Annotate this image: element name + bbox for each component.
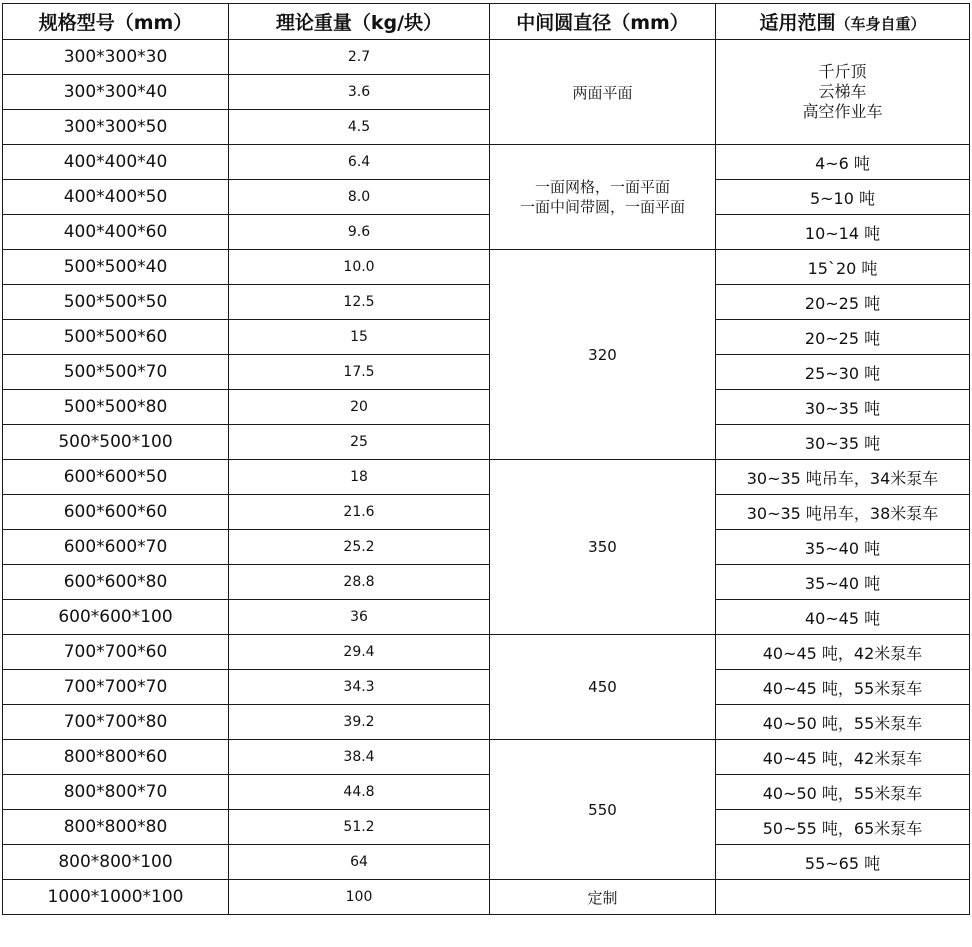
weight-cell: 20 bbox=[229, 390, 490, 425]
weight-cell: 3.6 bbox=[229, 75, 490, 110]
weight-cell: 4.5 bbox=[229, 110, 490, 145]
mid-diameter-cell: 一面网格，一面平面 一面中间带圆，一面平面 bbox=[490, 145, 716, 250]
weight-cell: 25 bbox=[229, 425, 490, 460]
model-cell: 500*500*80 bbox=[3, 390, 229, 425]
model-cell: 600*600*60 bbox=[3, 495, 229, 530]
application-cell: 20~25 吨 bbox=[716, 285, 970, 320]
table-row bbox=[3, 845, 970, 880]
weight-cell: 100 bbox=[229, 880, 490, 915]
weight-cell: 21.6 bbox=[229, 495, 490, 530]
application-cell: 40~45 吨 bbox=[716, 600, 970, 635]
weight-cell: 36 bbox=[229, 600, 490, 635]
application-cell: 5~10 吨 bbox=[716, 180, 970, 215]
application-cell: 千斤顶 云梯车 高空作业车 bbox=[716, 40, 970, 145]
weight-cell: 18 bbox=[229, 460, 490, 495]
application-cell: 10~14 吨 bbox=[716, 215, 970, 250]
application-cell: 30~35 吨吊车，38米泵车 bbox=[716, 495, 970, 530]
model-cell: 600*600*50 bbox=[3, 460, 229, 495]
model-cell: 600*600*70 bbox=[3, 530, 229, 565]
application-cell: 35~40 吨 bbox=[716, 530, 970, 565]
model-cell: 500*500*60 bbox=[3, 320, 229, 355]
weight-cell: 6.4 bbox=[229, 145, 490, 180]
table-row bbox=[3, 355, 970, 390]
model-cell: 700*700*60 bbox=[3, 635, 229, 670]
table-row bbox=[3, 600, 970, 635]
application-cell: 15`20 吨 bbox=[716, 250, 970, 285]
application-cell bbox=[716, 880, 970, 915]
table-row bbox=[3, 40, 970, 75]
weight-cell: 2.7 bbox=[229, 40, 490, 75]
table-row bbox=[3, 810, 970, 845]
application-cell: 40~45 吨，42米泵车 bbox=[716, 740, 970, 775]
model-cell: 400*400*40 bbox=[3, 145, 229, 180]
weight-cell: 9.6 bbox=[229, 215, 490, 250]
weight-cell: 38.4 bbox=[229, 740, 490, 775]
header-application bbox=[716, 4, 970, 40]
header-application-sub: （车身自重） bbox=[835, 15, 926, 33]
weight-cell: 15 bbox=[229, 320, 490, 355]
application-cell: 40~45 吨，42米泵车 bbox=[716, 635, 970, 670]
model-cell: 300*300*50 bbox=[3, 110, 229, 145]
table-row bbox=[3, 635, 970, 670]
mid-diameter-cell: 350 bbox=[490, 460, 716, 635]
application-cell: 40~50 吨，55米泵车 bbox=[716, 775, 970, 810]
model-cell: 600*600*100 bbox=[3, 600, 229, 635]
model-cell: 500*500*40 bbox=[3, 250, 229, 285]
model-cell: 400*400*60 bbox=[3, 215, 229, 250]
weight-cell: 10.0 bbox=[229, 250, 490, 285]
model-cell: 400*400*50 bbox=[3, 180, 229, 215]
table-row bbox=[3, 180, 970, 215]
application-cell: 55~65 吨 bbox=[716, 845, 970, 880]
mid-diameter-cell: 550 bbox=[490, 740, 716, 880]
mid-diameter-cell: 两面平面 bbox=[490, 40, 716, 145]
table-row bbox=[3, 215, 970, 250]
application-cell: 30~35 吨 bbox=[716, 425, 970, 460]
table-row bbox=[3, 250, 970, 285]
weight-cell: 28.8 bbox=[229, 565, 490, 600]
application-cell: 25~30 吨 bbox=[716, 355, 970, 390]
weight-cell: 34.3 bbox=[229, 670, 490, 705]
application-cell: 40~45 吨，55米泵车 bbox=[716, 670, 970, 705]
mid-diameter-cell: 320 bbox=[490, 250, 716, 460]
model-cell: 700*700*80 bbox=[3, 705, 229, 740]
application-cell: 40~50 吨，55米泵车 bbox=[716, 705, 970, 740]
table-row bbox=[3, 670, 970, 705]
application-cell: 35~40 吨 bbox=[716, 565, 970, 600]
model-cell: 500*500*70 bbox=[3, 355, 229, 390]
application-cell: 20~25 吨 bbox=[716, 320, 970, 355]
model-cell: 800*800*70 bbox=[3, 775, 229, 810]
weight-cell: 8.0 bbox=[229, 180, 490, 215]
mid-diameter-cell: 450 bbox=[490, 635, 716, 740]
application-cell: 50~55 吨，65米泵车 bbox=[716, 810, 970, 845]
table-row bbox=[3, 460, 970, 495]
weight-cell: 51.2 bbox=[229, 810, 490, 845]
table-row bbox=[3, 425, 970, 460]
application-cell: 4~6 吨 bbox=[716, 145, 970, 180]
model-cell: 500*500*100 bbox=[3, 425, 229, 460]
table-row bbox=[3, 740, 970, 775]
weight-cell: 64 bbox=[229, 845, 490, 880]
header-weight: 理论重量（kg/块） bbox=[229, 4, 490, 40]
application-cell: 30~35 吨吊车，34米泵车 bbox=[716, 460, 970, 495]
table-row bbox=[3, 495, 970, 530]
header-row bbox=[3, 4, 970, 40]
model-cell: 800*800*60 bbox=[3, 740, 229, 775]
table-row bbox=[3, 705, 970, 740]
model-cell: 300*300*40 bbox=[3, 75, 229, 110]
model-cell: 800*800*100 bbox=[3, 845, 229, 880]
table-row bbox=[3, 880, 970, 915]
table-row bbox=[3, 530, 970, 565]
table-row bbox=[3, 285, 970, 320]
table-row bbox=[3, 565, 970, 600]
model-cell: 300*300*30 bbox=[3, 40, 229, 75]
table-row bbox=[3, 390, 970, 425]
header-application-main: 适用范围 bbox=[759, 12, 836, 34]
header-model: 规格型号（mm） bbox=[3, 4, 229, 40]
model-cell: 1000*1000*100 bbox=[3, 880, 229, 915]
weight-cell: 17.5 bbox=[229, 355, 490, 390]
spec-table bbox=[2, 3, 970, 915]
weight-cell: 39.2 bbox=[229, 705, 490, 740]
weight-cell: 25.2 bbox=[229, 530, 490, 565]
model-cell: 600*600*80 bbox=[3, 565, 229, 600]
weight-cell: 44.8 bbox=[229, 775, 490, 810]
table-row bbox=[3, 145, 970, 180]
model-cell: 700*700*70 bbox=[3, 670, 229, 705]
table-row bbox=[3, 320, 970, 355]
mid-diameter-cell: 定制 bbox=[490, 880, 716, 915]
model-cell: 800*800*80 bbox=[3, 810, 229, 845]
header-mid-diameter: 中间圆直径（mm） bbox=[490, 4, 716, 40]
weight-cell: 12.5 bbox=[229, 285, 490, 320]
spec-body bbox=[3, 40, 970, 915]
table-row bbox=[3, 775, 970, 810]
model-cell: 500*500*50 bbox=[3, 285, 229, 320]
application-cell: 30~35 吨 bbox=[716, 390, 970, 425]
weight-cell: 29.4 bbox=[229, 635, 490, 670]
